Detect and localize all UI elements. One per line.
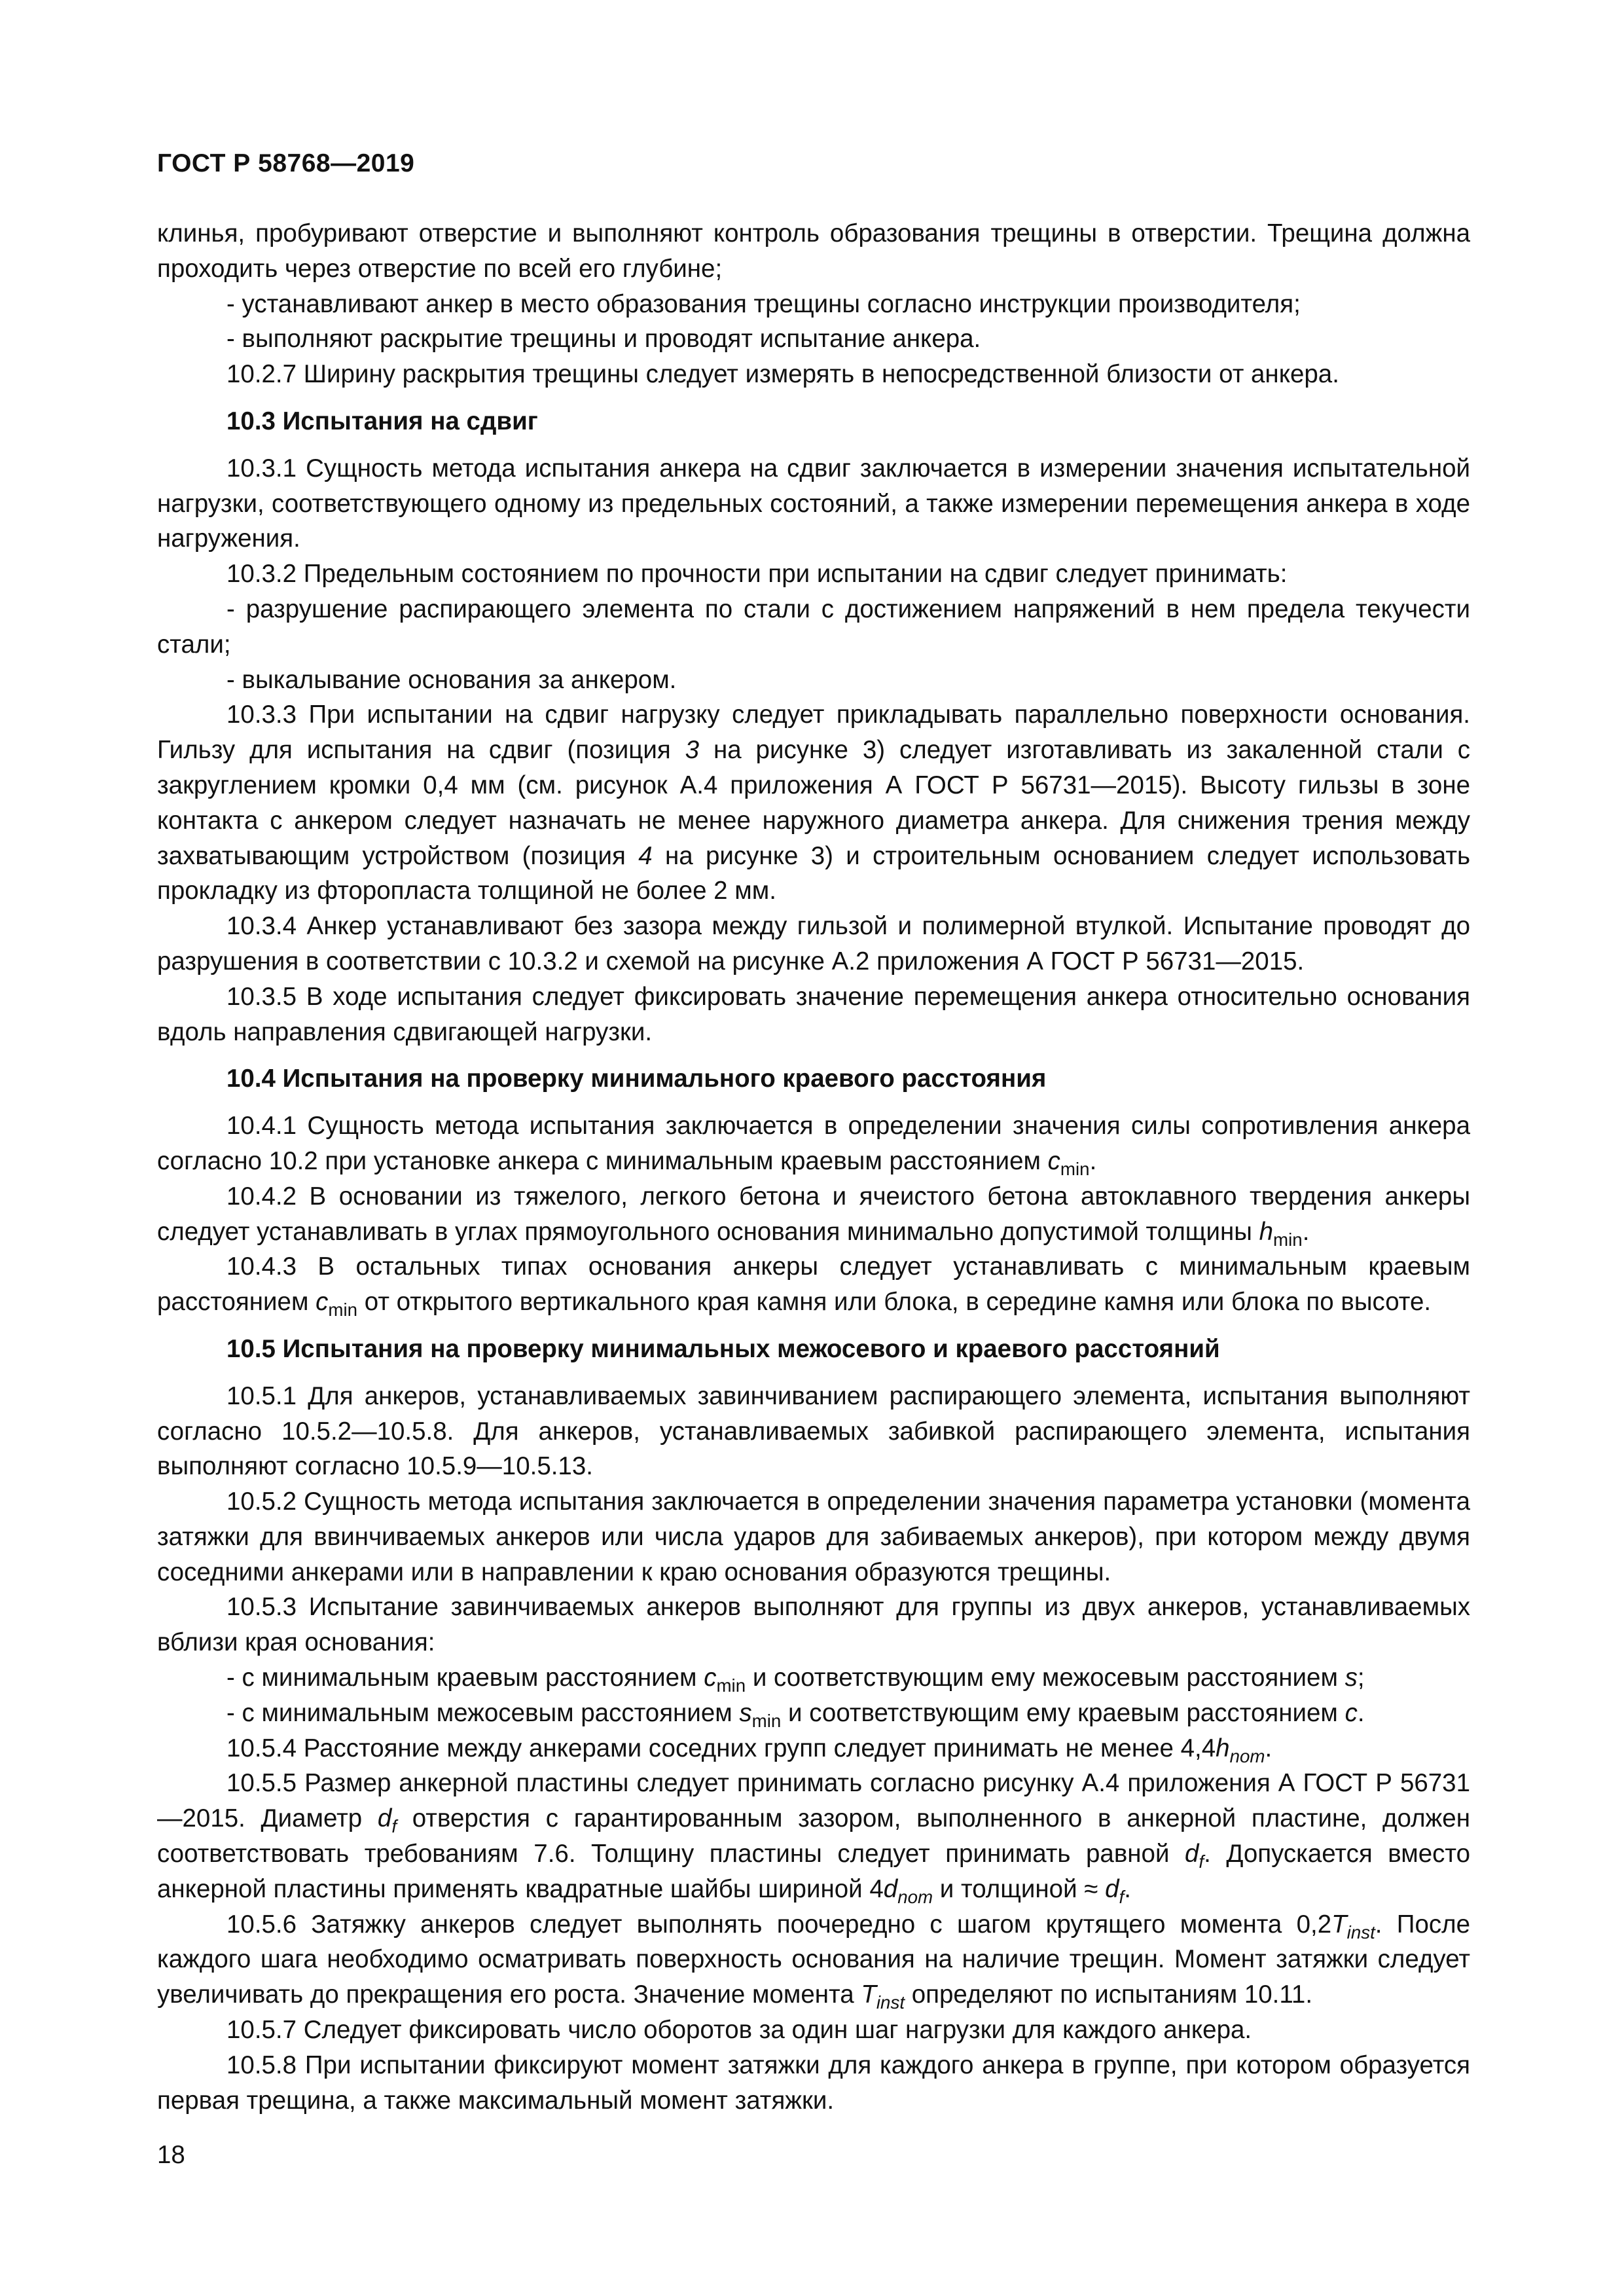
paragraph-10-5-8: 10.5.8 При испытании фиксируют момент затяжки для каждого анкера в группе, при котором образуется первая трещина, а также максимальный момент затяжки. xyxy=(157,2050,1470,2115)
paragraph-10-3-4: 10.3.4 Анкер устанавливают без зазора между гильзой и полимерной втулкой. Испытание проводят до разрушения в соответствии с 10.3.2 и схемой на рисунке А.2 приложения А ГОСТ Р 56731—2015. xyxy=(157,912,1470,975)
list-item: - выкалывание основания за анкером. xyxy=(226,665,677,694)
list-item: - разрушение распирающего элемента по стали с достижением напряжений в нем предела текучести стали; xyxy=(157,594,1470,659)
page-number: 18 xyxy=(157,2141,185,2169)
paragraph-continuation: клинья, пробуривают отверстие и выполняют контроль образования трещины в отверстии. Трещина должна проходить через отверстие по всей его глубине; xyxy=(157,219,1470,283)
document-body xyxy=(157,216,1470,2118)
paragraph-10-5-7: 10.5.7 Следует фиксировать число оборотов за один шаг нагрузки для каждого анкера. xyxy=(226,2016,1252,2045)
paragraph-10-5-4: 10.5.4 Расстояние между анкерами соседних групп следует принимать не менее $4,4h_{nom}$. xyxy=(226,1734,1272,1766)
section-heading-10-4: 10.4 Испытания на проверку минимального краевого расстояния xyxy=(226,1065,1047,1093)
paragraph-10-5-5: 10.5.5 Размер анкерной пластины следует принимать согласно рисунку А.4 приложения А ГОСТ Р 56731—2015. Диаметр $d_f$ отверстия с гарантированным зазором, выполненного в анкерной пластине, должен соответствовать требованиям 7.6. Толщину пластины следует принимать равной $d_f$. Допускается вместо анкерной пластины применять квадратные шайбы шириной $4d_{nom}$ и толщиной ≈ $d_f$. xyxy=(157,1769,1470,1907)
paragraph-10-5-6: 10.5.6 Затяжку анкеров следует выполнять поочередно с шагом крутящего момента $0,2T_{inst}$. После каждого шага необходимо осматривать поверхность основания на наличие трещин. Момент затяжки следует увеличивать до прекращения его роста. Значение момента $T_{inst}$ определяют по испытаниям 10.11. xyxy=(157,1910,1470,2013)
paragraph-10-3-5: 10.3.5 В ходе испытания следует фиксировать значение перемещения анкера относительно основания вдоль направления сдвигающей нагрузки. xyxy=(157,982,1470,1046)
paragraph-10-4-1: 10.4.1 Сущность метода испытания заключается в определении значения силы сопротивления анкера согласно 10.2 при установке анкера с минимальным краевым расстоянием $c_{min}$. xyxy=(157,1112,1470,1179)
paragraph-10-2-7: 10.2.7 Ширину раскрытия трещины следует измерять в непосредственной близости от анкера. xyxy=(226,360,1339,389)
paragraph-10-4-3: 10.4.3 В остальных типах основания анкеры следует устанавливать с минимальным краевым расстоянием $c_{min}$ от открытого вертикального края камня или блока, в середине камня или блока по высоте. xyxy=(157,1252,1470,1320)
section-heading-10-5: 10.5 Испытания на проверку минимальных межосевого и краевого расстояний xyxy=(226,1334,1220,1363)
paragraph-10-3-3: 10.3.3 При испытании на сдвиг нагрузку следует прикладывать параллельно поверхности основания. Гильзу для испытания на сдвиг (позиция 3 на рисунке 3) следует изготавливать из закаленной стали с закруглением кромки 0,4 мм (см. рисунок А.4 приложения А ГОСТ Р 56731—2015). Высоту гильзы в зоне контакта с анкером следует назначать не менее наружного диаметра анкера. Для снижения трения между захватывающим устройством (позиция 4 на рисунке 3) и строительным основанием следует использовать прокладку из фторопласта толщиной не более 2 мм. xyxy=(157,701,1471,905)
paragraph-10-5-3: 10.5.3 Испытание завинчиваемых анкеров выполняют для группы из двух анкеров, устанавливаемых вблизи края основания: xyxy=(157,1593,1470,1657)
paragraph-10-3-2: 10.3.2 Предельным состоянием по прочности при испытании на сдвиг следует принимать: xyxy=(226,560,1288,589)
paragraph-10-3-1: 10.3.1 Сущность метода испытания анкера на сдвиг заключается в измерении значения испытательной нагрузки, соответствующего одному из предельных состояний, а также измерении перемещения анкера в ходе нагружения. xyxy=(157,454,1470,553)
list-item: - с минимальным межосевым расстоянием $s_{min}$ и соответствующим ему краевым расстоянием c. xyxy=(226,1698,1365,1731)
list-item: - с минимальным краевым расстоянием $c_{min}$ и соответствующим ему межосевым расстоянием s; xyxy=(226,1664,1365,1696)
list-item: - выполняют раскрытие трещины и проводят испытание анкера. xyxy=(226,325,981,354)
paragraph-10-4-2: 10.4.2 В основании из тяжелого, легкого бетона и ячеистого бетона автоклавного твердения анкеры следует устанавливать в углах прямоугольного основания минимально допустимой толщины $h_{min}$. xyxy=(157,1182,1470,1250)
list-item: - устанавливают анкер в место образования трещины согласно инструкции производителя; xyxy=(226,289,1301,318)
document-header: ГОСТ Р 58768—2019 xyxy=(157,149,415,177)
section-heading-10-3: 10.3 Испытания на сдвиг xyxy=(226,407,538,435)
paragraph-10-5-1: 10.5.1 Для анкеров, устанавливаемых завинчиванием распирающего элемента, испытания выполняют согласно 10.5.2—10.5.8. Для анкеров, устанавливаемых забивкой распирающего элемента, испытания выполняют согласно 10.5.9—10.5.13. xyxy=(157,1381,1470,1481)
paragraph-10-5-2: 10.5.2 Сущность метода испытания заключается в определении значения параметра установки (момента затяжки для ввинчиваемых анкеров или числа ударов для забиваемых анкеров), при котором между двумя соседними анкерами или в направлении к краю основания образуются трещины. xyxy=(157,1487,1470,1586)
